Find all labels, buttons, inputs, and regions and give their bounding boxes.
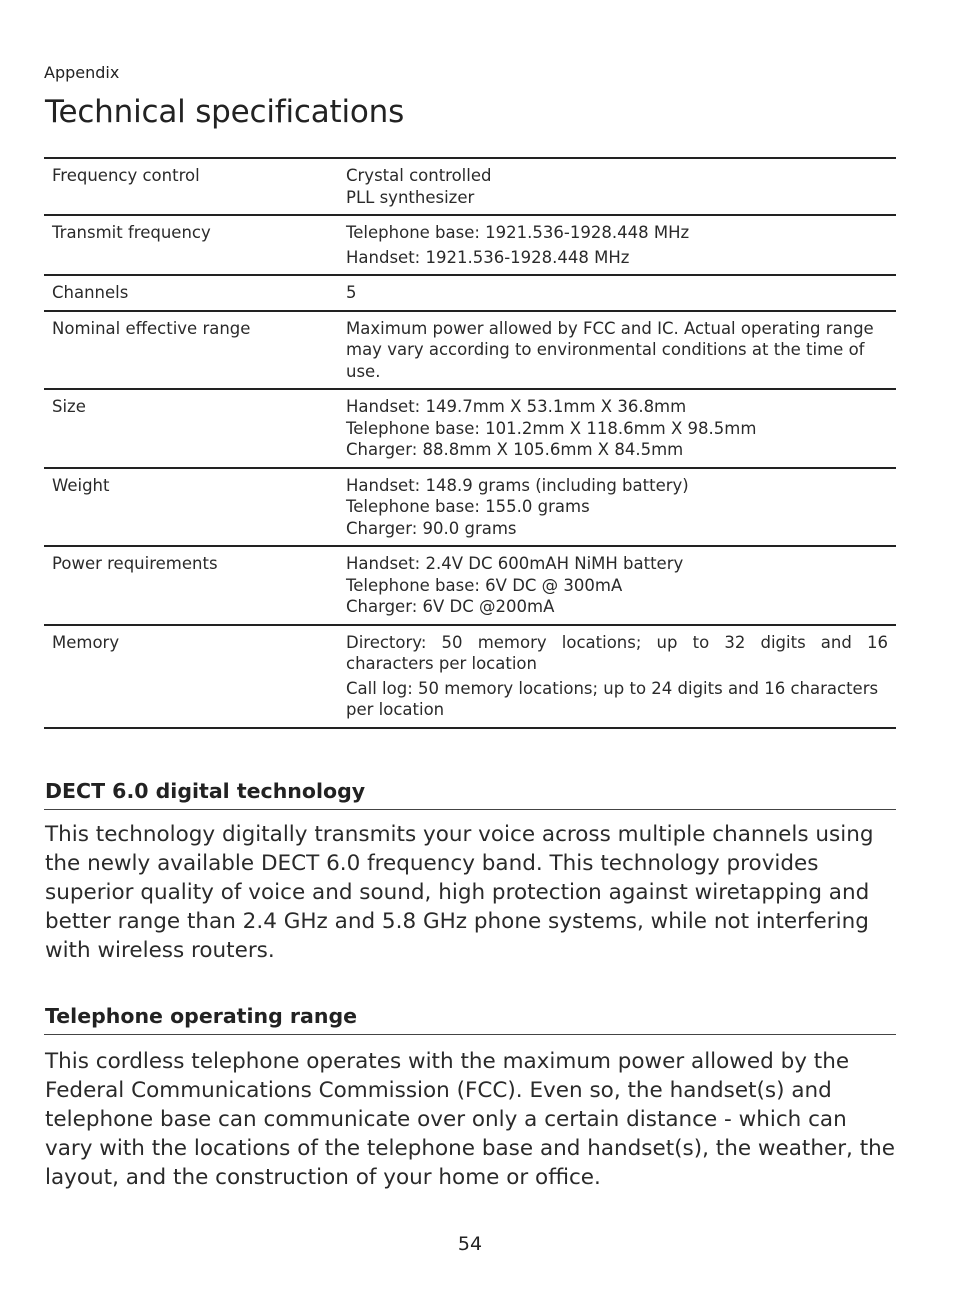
spec-value [338, 311, 896, 390]
spec-row-power-requirements [44, 546, 896, 625]
dect-heading-rule [44, 809, 896, 810]
spec-value-line: Charger: 6V DC @200mA [346, 597, 555, 616]
spec-value [338, 215, 896, 275]
spec-row-channels [44, 275, 896, 311]
spec-label: Memory [52, 632, 120, 652]
spec-label: Nominal effective range [52, 318, 251, 338]
spec-label: Frequency control [52, 166, 200, 185]
range-heading: Telephone operating range [45, 1004, 358, 1028]
spec-value-line: Call log: 50 memory locations; up to 24 digits and 16 characters per location [346, 678, 879, 719]
spec-value-line: Directory: 50 memory locations; up to 32 digits and 16 characters per location [346, 632, 888, 673]
spec-label: Channels [52, 283, 129, 302]
dect-heading: DECT 6.0 digital technology [45, 779, 366, 803]
spec-value-line: Handset: 149.7mm X 53.1mm X 36.8mm [346, 397, 687, 416]
spec-table [44, 157, 896, 729]
spec-value-line: Handset: 2.4V DC 600mAH NiMH battery [346, 554, 684, 573]
spec-value [338, 625, 896, 728]
spec-row-nominal-effective-range [44, 311, 896, 390]
spec-row-weight [44, 468, 896, 547]
spec-value-line: Telephone base: 6V DC @ 300mA [346, 575, 623, 595]
spec-value-line: PLL synthesizer [346, 187, 475, 207]
spec-row-size [44, 389, 896, 468]
spec-value-line: Telephone base: 101.2mm X 118.6mm X 98.5mm [346, 418, 757, 438]
page-number: 54 [457, 1233, 483, 1255]
page-title: Technical specifications [45, 94, 405, 130]
spec-value [338, 389, 896, 468]
spec-row-memory [44, 625, 896, 728]
spec-value [338, 275, 896, 311]
spec-row-frequency-control [44, 158, 896, 215]
spec-value-line: Charger: 90.0 grams [346, 518, 517, 538]
dect-paragraph: This technology digitally transmits your voice across multiple channels using the newly available DECT 6.0 frequency band. This technology provides superior quality of voice and sound, high protection against wiretapping and better range than 2.4 GHz and 5.8 GHz phone systems, while not interfering with wireless routers. [45, 822, 874, 963]
spec-row-transmit-frequency [44, 215, 896, 275]
spec-value-line: Telephone base: 1921.536-1928.448 MHz [346, 223, 690, 242]
spec-value [338, 468, 896, 547]
spec-value-line: Telephone base: 155.0 grams [346, 497, 590, 516]
spec-value [338, 546, 896, 625]
spec-label: Size [52, 397, 86, 416]
spec-value-line: Crystal controlled [346, 166, 492, 185]
spec-value-line: Charger: 88.8mm X 105.6mm X 84.5mm [346, 440, 684, 459]
section-label: Appendix [44, 63, 120, 82]
spec-value [338, 158, 896, 215]
range-paragraph: This cordless telephone operates with the maximum power allowed by the Federal Communications Commission (FCC). Even so, the handset(s) and telephone base can communicate over only a certain distance - which can vary with the locations of the telephone base and handset(s), the weather, the layout, and the construction of your home or office. [45, 1049, 895, 1190]
spec-value-line: Handset: 148.9 grams (including battery) [346, 475, 689, 495]
spec-label: Transmit frequency [52, 223, 211, 242]
range-heading-rule [44, 1034, 896, 1035]
spec-label: Power requirements [52, 554, 218, 573]
spec-value-line: 5 [346, 283, 357, 302]
spec-value-line: Maximum power allowed by FCC and IC. Actual operating range may vary according to environmental conditions at the time of use. [346, 318, 874, 381]
spec-label: Weight [52, 475, 110, 495]
spec-value-line: Handset: 1921.536-1928.448 MHz [346, 247, 630, 267]
